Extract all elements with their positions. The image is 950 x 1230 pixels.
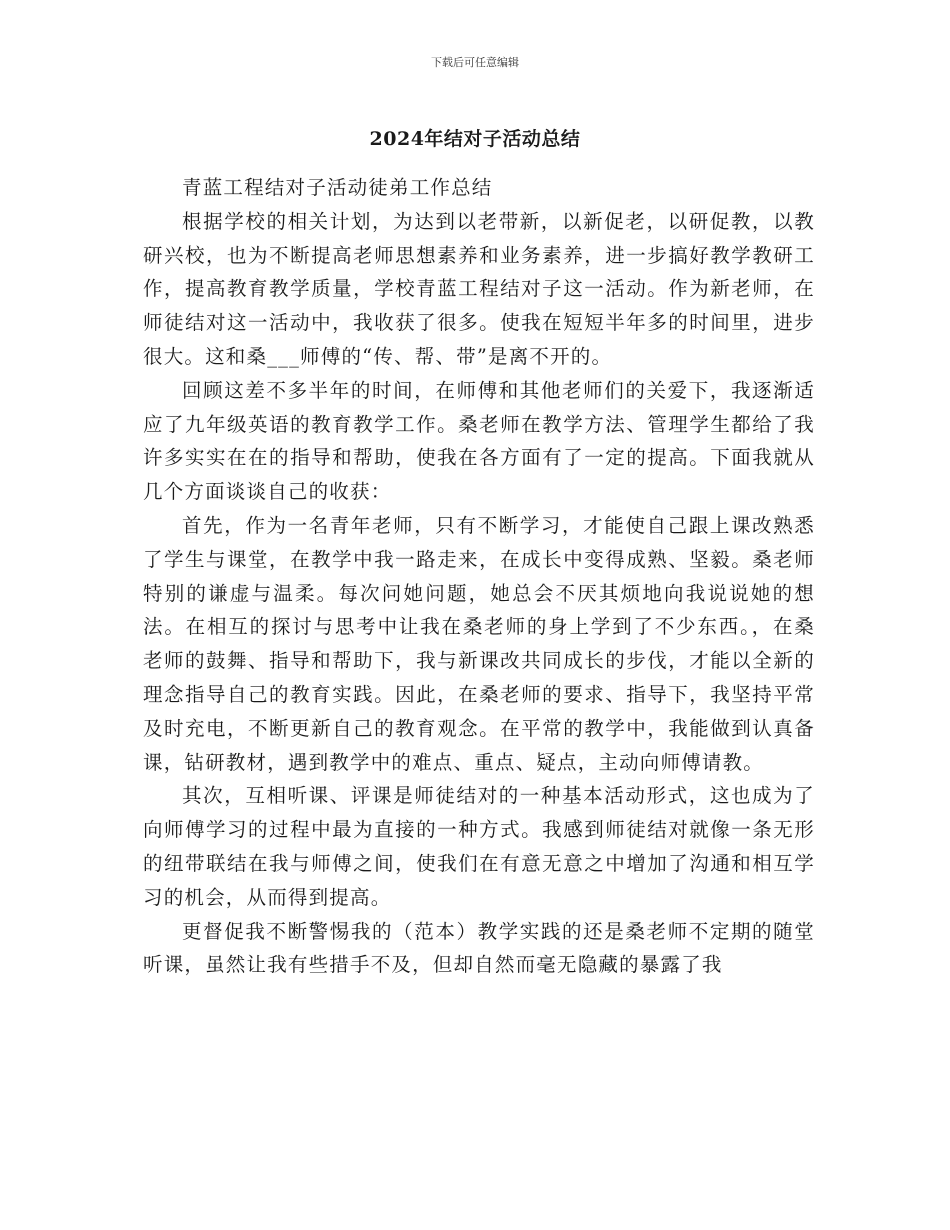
body-paragraph: 其次，互相听课、评课是师徒结对的一种基本活动形式，这也成为了向师傅学习的过程中最为直接的一种方式。我感到师徒结对就像一条无形的纽带联结在我与师傅之间，使我们在有意无意之中增加了沟通和相互学习的机会，从而得到提高。	[143, 784, 815, 909]
body-paragraph: 根据学校的相关计划，为达到以老带新，以新促老，以研促教，以教研兴校，也为不断提高老师思想素养和业务素养，进一步搞好教学教研工作，提高教育教学质量，学校青蓝工程结对子这一活动。作为新老师，在师徒结对这一活动中，我收获了很多。使我在短短半年多的时间里，进步很大。这和桑___师傅的“传、帮、带”是离不开的。	[143, 209, 815, 368]
document-body	[143, 171, 815, 982]
document-title: 2024年结对子活动总结	[369, 128, 581, 150]
header-note: 下载后可任意编辑	[431, 56, 519, 69]
subtitle-paragraph: 青蓝工程结对子活动徒弟工作总结	[182, 176, 493, 199]
body-paragraph: 回顾这差不多半年的时间，在师傅和其他老师们的关爱下，我逐渐适应了九年级英语的教育教学工作。桑老师在教学方法、管理学生都给了我许多实实在在的指导和帮助，使我在各方面有了一定的提高。下面我就从几个方面谈谈自己的收获：	[143, 378, 815, 504]
body-paragraph: 首先，作为一名青年老师，只有不断学习，才能使自己跟上课改熟悉了学生与课堂，在教学中我一路走来，在成长中变得成熟、坚毅。桑老师特别的谦虚与温柔。每次问她问题，她总会不厌其烦地向我说说她的想法。在相互的探讨与思考中让我在桑老师的身上学到了不少东西。，在桑老师的鼓舞、指导和帮助下，我与新课改共同成长的步伐，才能以全新的理念指导自己的教育实践。因此，在桑老师的要求、指导下，我坚持平常及时充电，不断更新自己的教育观念。在平常的教学中，我能做到认真备课，钻研教材，遇到教学中的难点、重点、疑点，主动向师傅请教。	[143, 513, 815, 774]
body-paragraph: 更督促我不断警惕我的（范本）教学实践的还是桑老师不定期的随堂听课，虽然让我有些措手不及，但却自然而毫无隐藏的暴露了我	[143, 919, 815, 977]
